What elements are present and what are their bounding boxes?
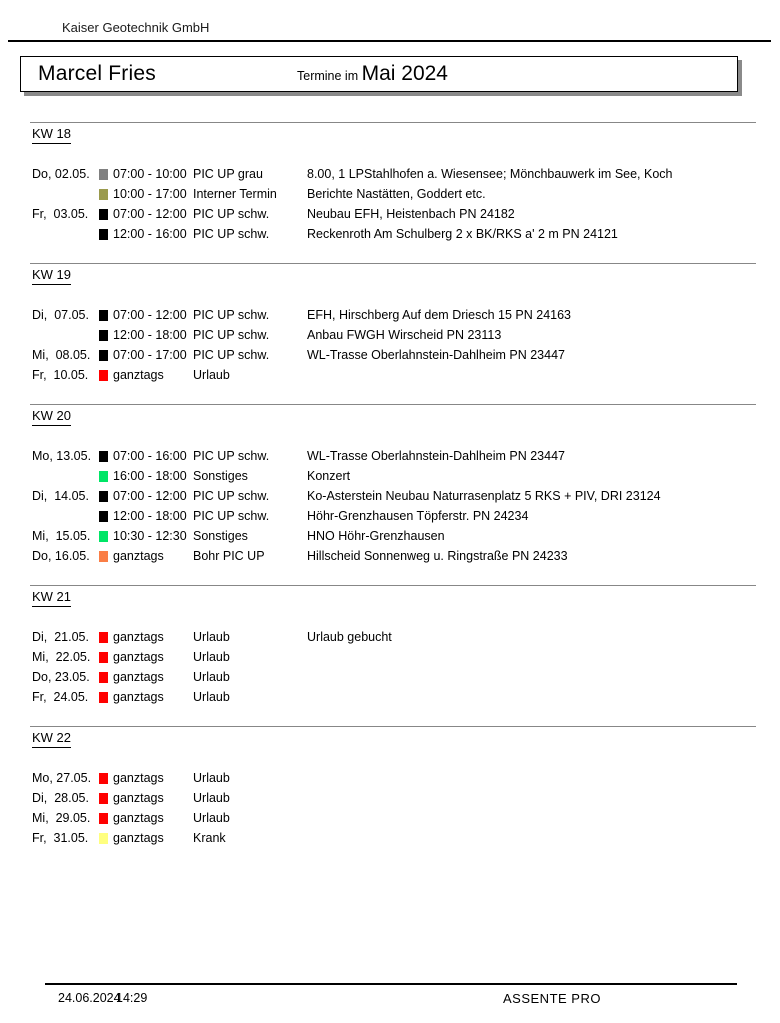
row-time-range: ganztags <box>113 811 164 825</box>
row-time-range: ganztags <box>113 690 164 704</box>
category-color-cell <box>99 471 113 482</box>
footer-divider <box>45 983 737 985</box>
software-name: ASSENTE PRO <box>503 991 601 1006</box>
row-day-date: Di, 21.05. <box>32 630 89 644</box>
appointment-row <box>30 184 756 204</box>
category-color-cell <box>99 350 113 361</box>
header-divider <box>8 40 771 42</box>
category-color-square <box>99 310 108 321</box>
row-day-date: Fr, 24.05. <box>32 690 89 704</box>
row-description: Anbau FWGH Wirscheid PN 23113 <box>307 328 502 342</box>
calendar-week-section <box>30 263 756 385</box>
appointment-rows <box>30 446 756 566</box>
appointment-row <box>30 446 756 466</box>
appointment-row <box>30 768 756 788</box>
category-color-square <box>99 833 108 844</box>
appointment-rows <box>30 164 756 244</box>
row-time-range: 07:00 - 12:00 <box>113 489 187 503</box>
category-color-cell <box>99 773 113 784</box>
category-color-cell <box>99 511 113 522</box>
appointment-row <box>30 305 756 325</box>
row-time-range: 07:00 - 10:00 <box>113 167 187 181</box>
category-color-square <box>99 692 108 703</box>
appointment-row <box>30 486 756 506</box>
category-color-cell <box>99 310 113 321</box>
report-title-box <box>20 56 738 92</box>
category-color-cell <box>99 813 113 824</box>
sections-container <box>30 122 756 867</box>
row-day-date: Do, 16.05. <box>32 549 90 563</box>
row-time-range: 10:30 - 12:30 <box>113 529 187 543</box>
row-time-range: ganztags <box>113 670 164 684</box>
appointment-rows <box>30 305 756 385</box>
row-description: Konzert <box>307 469 351 483</box>
row-time-range: ganztags <box>113 650 164 664</box>
appointment-row <box>30 687 756 707</box>
category-color-square <box>99 209 108 220</box>
row-description: Urlaub gebucht <box>307 630 392 644</box>
appointment-rows <box>30 627 756 707</box>
category-color-cell <box>99 551 113 562</box>
row-day-date: Fr, 03.05. <box>32 207 89 221</box>
row-day-date: Mo, 27.05. <box>32 771 92 785</box>
appointment-row <box>30 647 756 667</box>
row-appointment-type: PIC UP schw. <box>193 489 270 503</box>
category-color-cell <box>99 330 113 341</box>
appointment-row <box>30 325 756 345</box>
category-color-cell <box>99 229 113 240</box>
row-day-date: Di, 07.05. <box>32 308 89 322</box>
appointment-row <box>30 627 756 647</box>
row-day-date: Do, 23.05. <box>32 670 90 684</box>
row-day-date: Mi, 22.05. <box>32 650 91 664</box>
category-color-cell <box>99 672 113 683</box>
row-time-range: ganztags <box>113 368 164 382</box>
row-time-range: ganztags <box>113 831 164 845</box>
row-appointment-type: PIC UP schw. <box>193 227 270 241</box>
row-day-date: Do, 02.05. <box>32 167 90 181</box>
category-color-cell <box>99 692 113 703</box>
row-time-range: 07:00 - 12:00 <box>113 308 187 322</box>
row-appointment-type: PIC UP schw. <box>193 207 270 221</box>
row-description: Ko-Asterstein Neubau Naturrasenplatz 5 RKS + PIV, DRI 23124 <box>307 489 661 503</box>
calendar-week-section <box>30 122 756 244</box>
category-color-cell <box>99 370 113 381</box>
appointment-row <box>30 365 756 385</box>
row-appointment-type: PIC UP schw. <box>193 348 270 362</box>
category-color-cell <box>99 169 113 180</box>
appointment-row <box>30 164 756 184</box>
row-appointment-type: Interner Termin <box>193 187 277 201</box>
row-description: Höhr-Grenzhausen Töpferstr. PN 24234 <box>307 509 529 523</box>
appointment-row <box>30 788 756 808</box>
appointment-row <box>30 345 756 365</box>
category-color-square <box>99 813 108 824</box>
category-color-cell <box>99 209 113 220</box>
row-appointment-type: PIC UP schw. <box>193 308 270 322</box>
category-color-cell <box>99 189 113 200</box>
row-day-date: Fr, 31.05. <box>32 831 89 845</box>
category-color-square <box>99 511 108 522</box>
row-time-range: ganztags <box>113 771 164 785</box>
row-day-date: Mo, 13.05. <box>32 449 92 463</box>
row-time-range: 12:00 - 16:00 <box>113 227 187 241</box>
row-description: Hillscheid Sonnenweg u. Ringstraße PN 24233 <box>307 549 568 563</box>
row-time-range: 16:00 - 18:00 <box>113 469 187 483</box>
row-appointment-type: PIC UP schw. <box>193 449 270 463</box>
row-time-range: 07:00 - 16:00 <box>113 449 187 463</box>
calendar-week-label: KW 18 <box>32 126 71 144</box>
row-description: Neubau EFH, Heistenbach PN 24182 <box>307 207 515 221</box>
row-day-date: Mi, 29.05. <box>32 811 91 825</box>
appointment-row <box>30 224 756 244</box>
calendar-week-label: KW 21 <box>32 589 71 607</box>
appointment-row <box>30 204 756 224</box>
row-appointment-type: Urlaub <box>193 690 230 704</box>
row-appointment-type: Urlaub <box>193 771 230 785</box>
row-appointment-type: Sonstiges <box>193 469 248 483</box>
row-appointment-type: Krank <box>193 831 226 845</box>
calendar-week-section <box>30 726 756 848</box>
company-name: Kaiser Geotechnik GmbH <box>62 20 210 35</box>
calendar-week-label: KW 19 <box>32 267 71 285</box>
row-time-range: ganztags <box>113 630 164 644</box>
calendar-week-label: KW 22 <box>32 730 71 748</box>
category-color-square <box>99 471 108 482</box>
row-description: EFH, Hirschberg Auf dem Driesch 15 PN 24163 <box>307 308 572 322</box>
row-day-date: Di, 14.05. <box>32 489 89 503</box>
category-color-square <box>99 773 108 784</box>
row-appointment-type: PIC UP grau <box>193 167 263 181</box>
row-day-date: Fr, 10.05. <box>32 368 89 382</box>
row-appointment-type: Urlaub <box>193 650 230 664</box>
row-time-range: 10:00 - 17:00 <box>113 187 187 201</box>
appointment-rows <box>30 768 756 848</box>
category-color-square <box>99 229 108 240</box>
calendar-week-section <box>30 585 756 707</box>
appointment-row <box>30 526 756 546</box>
category-color-cell <box>99 531 113 542</box>
appointment-row <box>30 506 756 526</box>
report-month: Mai 2024 <box>361 62 448 85</box>
calendar-week-section <box>30 404 756 566</box>
row-time-range: ganztags <box>113 791 164 805</box>
row-time-range: 07:00 - 17:00 <box>113 348 187 362</box>
row-time-range: 12:00 - 18:00 <box>113 509 187 523</box>
row-appointment-type: PIC UP schw. <box>193 328 270 342</box>
row-appointment-type: Urlaub <box>193 368 230 382</box>
category-color-square <box>99 330 108 341</box>
row-appointment-type: PIC UP schw. <box>193 509 270 523</box>
row-description: HNO Höhr-Grenzhausen <box>307 529 445 543</box>
row-appointment-type: Bohr PIC UP <box>193 549 265 563</box>
row-description: WL-Trasse Oberlahnstein-Dahlheim PN 23447 <box>307 348 565 362</box>
category-color-square <box>99 632 108 643</box>
print-time: 14:29 <box>116 991 148 1005</box>
row-appointment-type: Urlaub <box>193 811 230 825</box>
category-color-square <box>99 531 108 542</box>
category-color-cell <box>99 652 113 663</box>
calendar-week-label: KW 20 <box>32 408 71 426</box>
row-day-date: Mi, 08.05. <box>32 348 91 362</box>
category-color-square <box>99 169 108 180</box>
row-appointment-type: Sonstiges <box>193 529 248 543</box>
person-name: Marcel Fries <box>38 62 156 85</box>
category-color-square <box>99 652 108 663</box>
row-time-range: ganztags <box>113 549 164 563</box>
row-day-date: Mi, 15.05. <box>32 529 91 543</box>
category-color-cell <box>99 632 113 643</box>
category-color-cell <box>99 793 113 804</box>
row-description: WL-Trasse Oberlahnstein-Dahlheim PN 23447 <box>307 449 565 463</box>
row-time-range: 12:00 - 18:00 <box>113 328 187 342</box>
category-color-square <box>99 551 108 562</box>
appointment-row <box>30 546 756 566</box>
category-color-square <box>99 793 108 804</box>
category-color-square <box>99 491 108 502</box>
row-appointment-type: Urlaub <box>193 791 230 805</box>
category-color-square <box>99 189 108 200</box>
row-description: Berichte Nastätten, Goddert etc. <box>307 187 486 201</box>
row-appointment-type: Urlaub <box>193 670 230 684</box>
category-color-cell <box>99 451 113 462</box>
row-appointment-type: Urlaub <box>193 630 230 644</box>
row-description: 8.00, 1 LPStahlhofen a. Wiesensee; Mönchbauwerk im See, Koch <box>307 167 673 181</box>
category-color-square <box>99 451 108 462</box>
category-color-cell <box>99 833 113 844</box>
row-time-range: 07:00 - 12:00 <box>113 207 187 221</box>
report-title-label: Termine im <box>297 69 362 83</box>
appointment-row <box>30 808 756 828</box>
category-color-square <box>99 672 108 683</box>
category-color-cell <box>99 491 113 502</box>
row-description: Reckenroth Am Schulberg 2 x BK/RKS a' 2 m PN 24121 <box>307 227 618 241</box>
appointment-row <box>30 466 756 486</box>
row-day-date: Di, 28.05. <box>32 791 89 805</box>
report-title <box>297 62 448 86</box>
appointment-row <box>30 828 756 848</box>
print-date: 24.06.2024 <box>58 991 121 1005</box>
category-color-square <box>99 350 108 361</box>
category-color-square <box>99 370 108 381</box>
appointment-row <box>30 667 756 687</box>
